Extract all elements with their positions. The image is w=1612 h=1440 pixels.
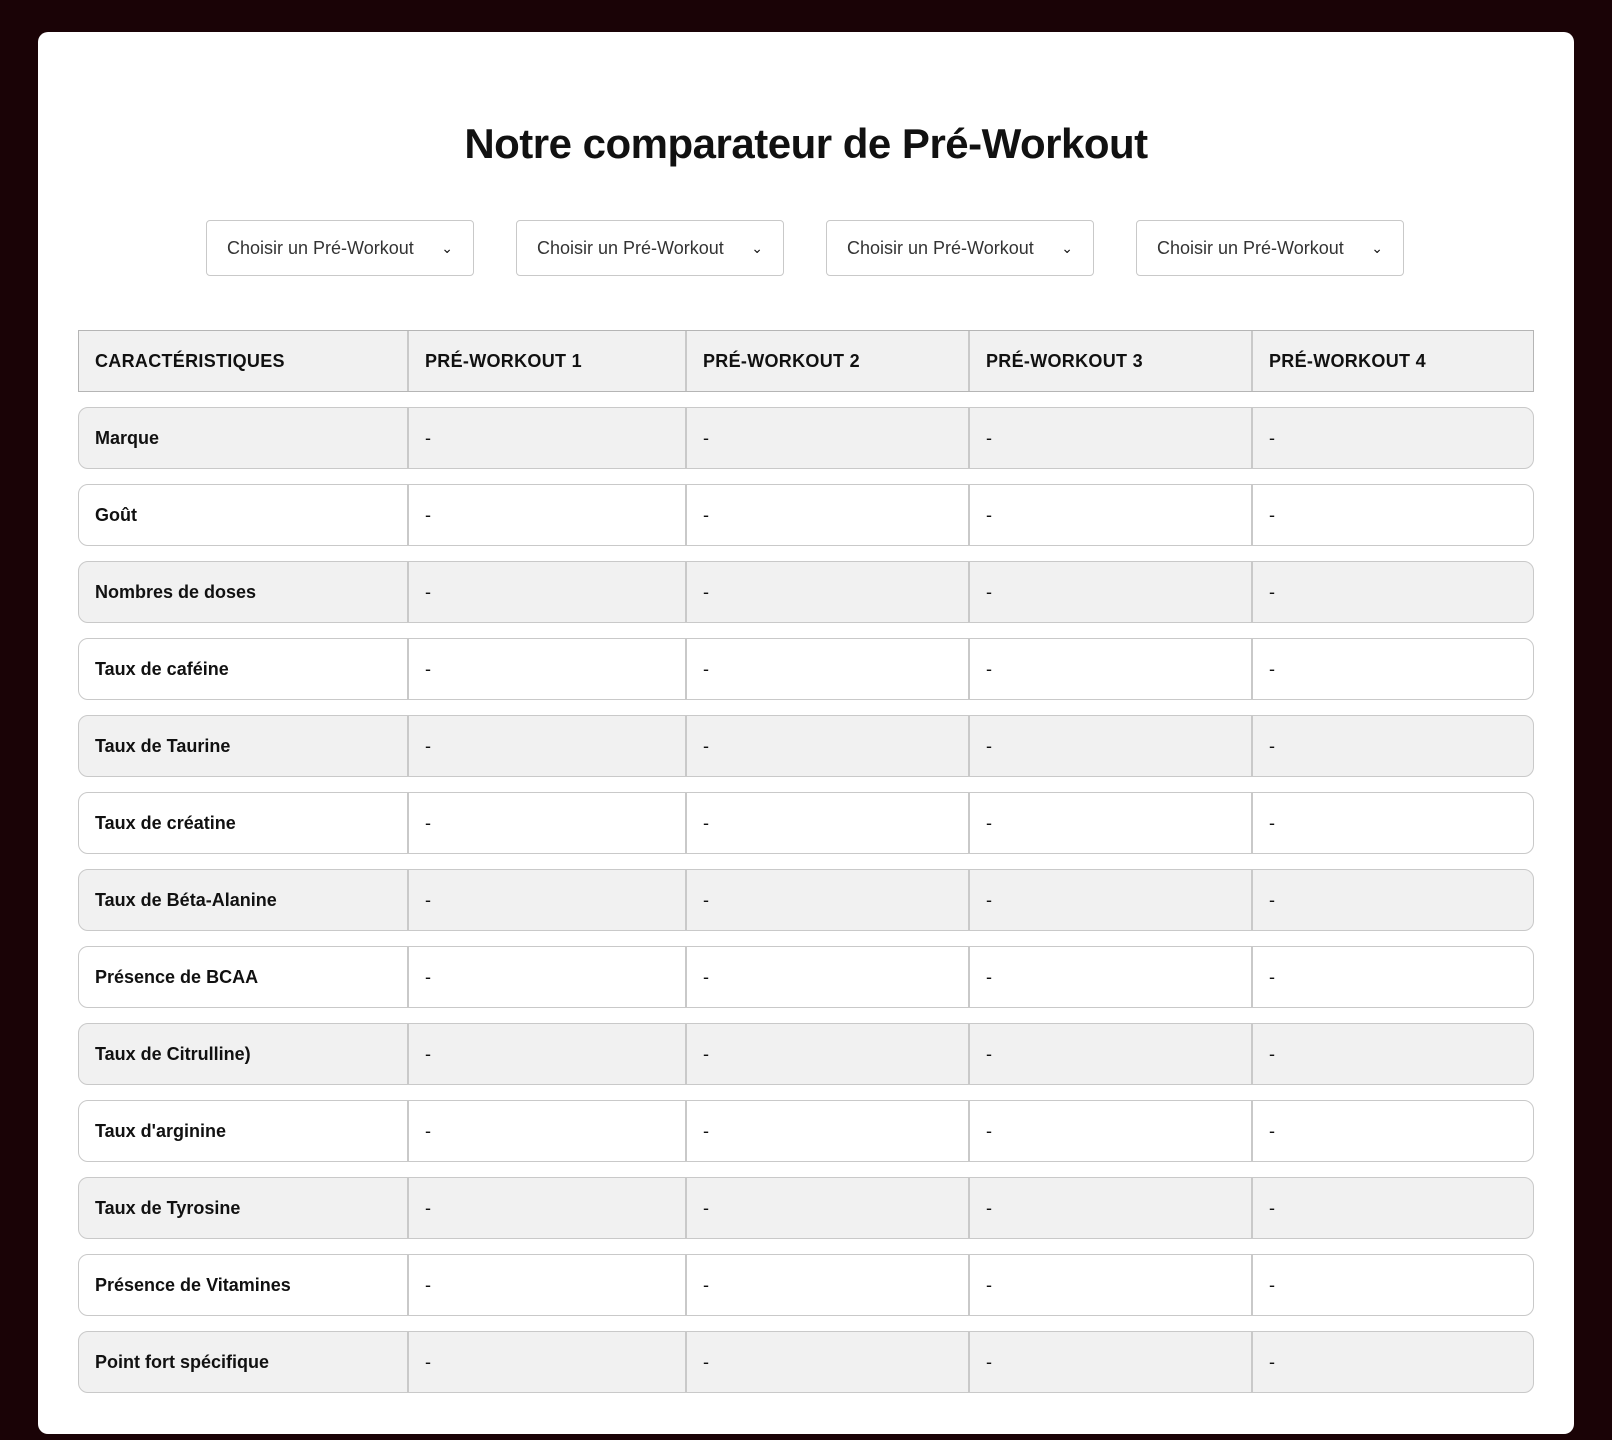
table-row (78, 638, 1534, 700)
table-header-row (78, 330, 1534, 392)
row-value: - (407, 408, 685, 468)
row-value: - (968, 1024, 1251, 1084)
table-row (78, 715, 1534, 777)
row-value: - (968, 1178, 1251, 1238)
row-value: - (407, 485, 685, 545)
header-preworkout-2: PRÉ-WORKOUT 2 (685, 331, 968, 391)
row-value: - (968, 716, 1251, 776)
row-value: - (1251, 947, 1534, 1007)
header-preworkout-1: PRÉ-WORKOUT 1 (407, 331, 685, 391)
select-preworkout-4[interactable] (1136, 220, 1404, 276)
row-label: Goût (95, 504, 137, 525)
row-label: Taux de caféine (95, 658, 229, 679)
row-value: - (968, 1255, 1251, 1315)
row-value: - (407, 639, 685, 699)
header-characteristics: CARACTÉRISTIQUES (95, 350, 285, 371)
row-value: - (407, 947, 685, 1007)
row-label: Présence de Vitamines (95, 1274, 291, 1295)
header-preworkout-4: PRÉ-WORKOUT 4 (1251, 331, 1534, 391)
table-row (78, 792, 1534, 854)
row-value: - (968, 870, 1251, 930)
row-value: - (685, 485, 968, 545)
row-value: - (685, 870, 968, 930)
row-value: - (407, 1101, 685, 1161)
table-row (78, 1100, 1534, 1162)
select-value: Choisir un Pré-Workout (1157, 237, 1344, 258)
row-value: - (685, 639, 968, 699)
row-value: - (685, 1101, 968, 1161)
row-value: - (1251, 793, 1534, 853)
select-preworkout-1[interactable] (206, 220, 474, 276)
row-value: - (407, 562, 685, 622)
row-value: - (685, 1178, 968, 1238)
row-value: - (1251, 408, 1534, 468)
row-value: - (1251, 1255, 1534, 1315)
page-title: Notre comparateur de Pré-Workout (464, 120, 1148, 167)
row-value: - (968, 947, 1251, 1007)
row-value: - (685, 408, 968, 468)
table-row (78, 484, 1534, 546)
row-value: - (685, 1024, 968, 1084)
row-value: - (407, 793, 685, 853)
row-label: Point fort spécifique (95, 1351, 270, 1372)
row-value: - (407, 1255, 685, 1315)
chevron-down-icon: ⌄ (441, 239, 453, 256)
select-value: Choisir un Pré-Workout (847, 237, 1034, 258)
row-label: Taux de Béta-Alanine (95, 889, 277, 910)
table-row (78, 1177, 1534, 1239)
row-value: - (685, 793, 968, 853)
row-value: - (407, 1178, 685, 1238)
header-preworkout-3: PRÉ-WORKOUT 3 (968, 331, 1251, 391)
row-value: - (685, 716, 968, 776)
row-value: - (968, 408, 1251, 468)
row-label: Taux de Taurine (95, 735, 231, 756)
comparator-card (38, 32, 1574, 1434)
row-value: - (407, 716, 685, 776)
chevron-down-icon: ⌄ (1371, 239, 1383, 256)
table-row (78, 946, 1534, 1008)
table-row (78, 1254, 1534, 1316)
row-value: - (968, 485, 1251, 545)
row-value: - (968, 793, 1251, 853)
row-label: Marque (95, 427, 160, 448)
row-value: - (1251, 485, 1534, 545)
chevron-down-icon: ⌄ (751, 239, 763, 256)
select-value: Choisir un Pré-Workout (537, 237, 724, 258)
row-value: - (1251, 1332, 1534, 1392)
row-value: - (685, 1255, 968, 1315)
row-value: - (1251, 639, 1534, 699)
row-label: Taux d'arginine (95, 1120, 226, 1141)
row-value: - (685, 562, 968, 622)
row-value: - (407, 1332, 685, 1392)
row-value: - (1251, 716, 1534, 776)
row-value: - (968, 1332, 1251, 1392)
table-row (78, 561, 1534, 623)
row-value: - (685, 947, 968, 1007)
row-label: Taux de créatine (95, 812, 236, 833)
select-preworkout-3[interactable] (826, 220, 1094, 276)
row-label: Taux de Citrulline) (95, 1043, 251, 1064)
table-row (78, 407, 1534, 469)
row-value: - (1251, 562, 1534, 622)
row-label: Nombres de doses (95, 581, 257, 602)
row-value: - (407, 870, 685, 930)
row-value: - (1251, 1024, 1534, 1084)
row-label: Taux de Tyrosine (95, 1197, 241, 1218)
row-value: - (407, 1024, 685, 1084)
table-row (78, 1023, 1534, 1085)
row-label: Présence de BCAA (95, 966, 259, 987)
select-value: Choisir un Pré-Workout (227, 237, 414, 258)
row-value: - (1251, 1101, 1534, 1161)
select-preworkout-2[interactable] (516, 220, 784, 276)
row-value: - (968, 1101, 1251, 1161)
row-value: - (1251, 870, 1534, 930)
table-row (78, 1331, 1534, 1393)
row-value: - (1251, 1178, 1534, 1238)
chevron-down-icon: ⌄ (1061, 239, 1073, 256)
row-value: - (968, 562, 1251, 622)
row-value: - (968, 639, 1251, 699)
row-value: - (685, 1332, 968, 1392)
table-row (78, 869, 1534, 931)
